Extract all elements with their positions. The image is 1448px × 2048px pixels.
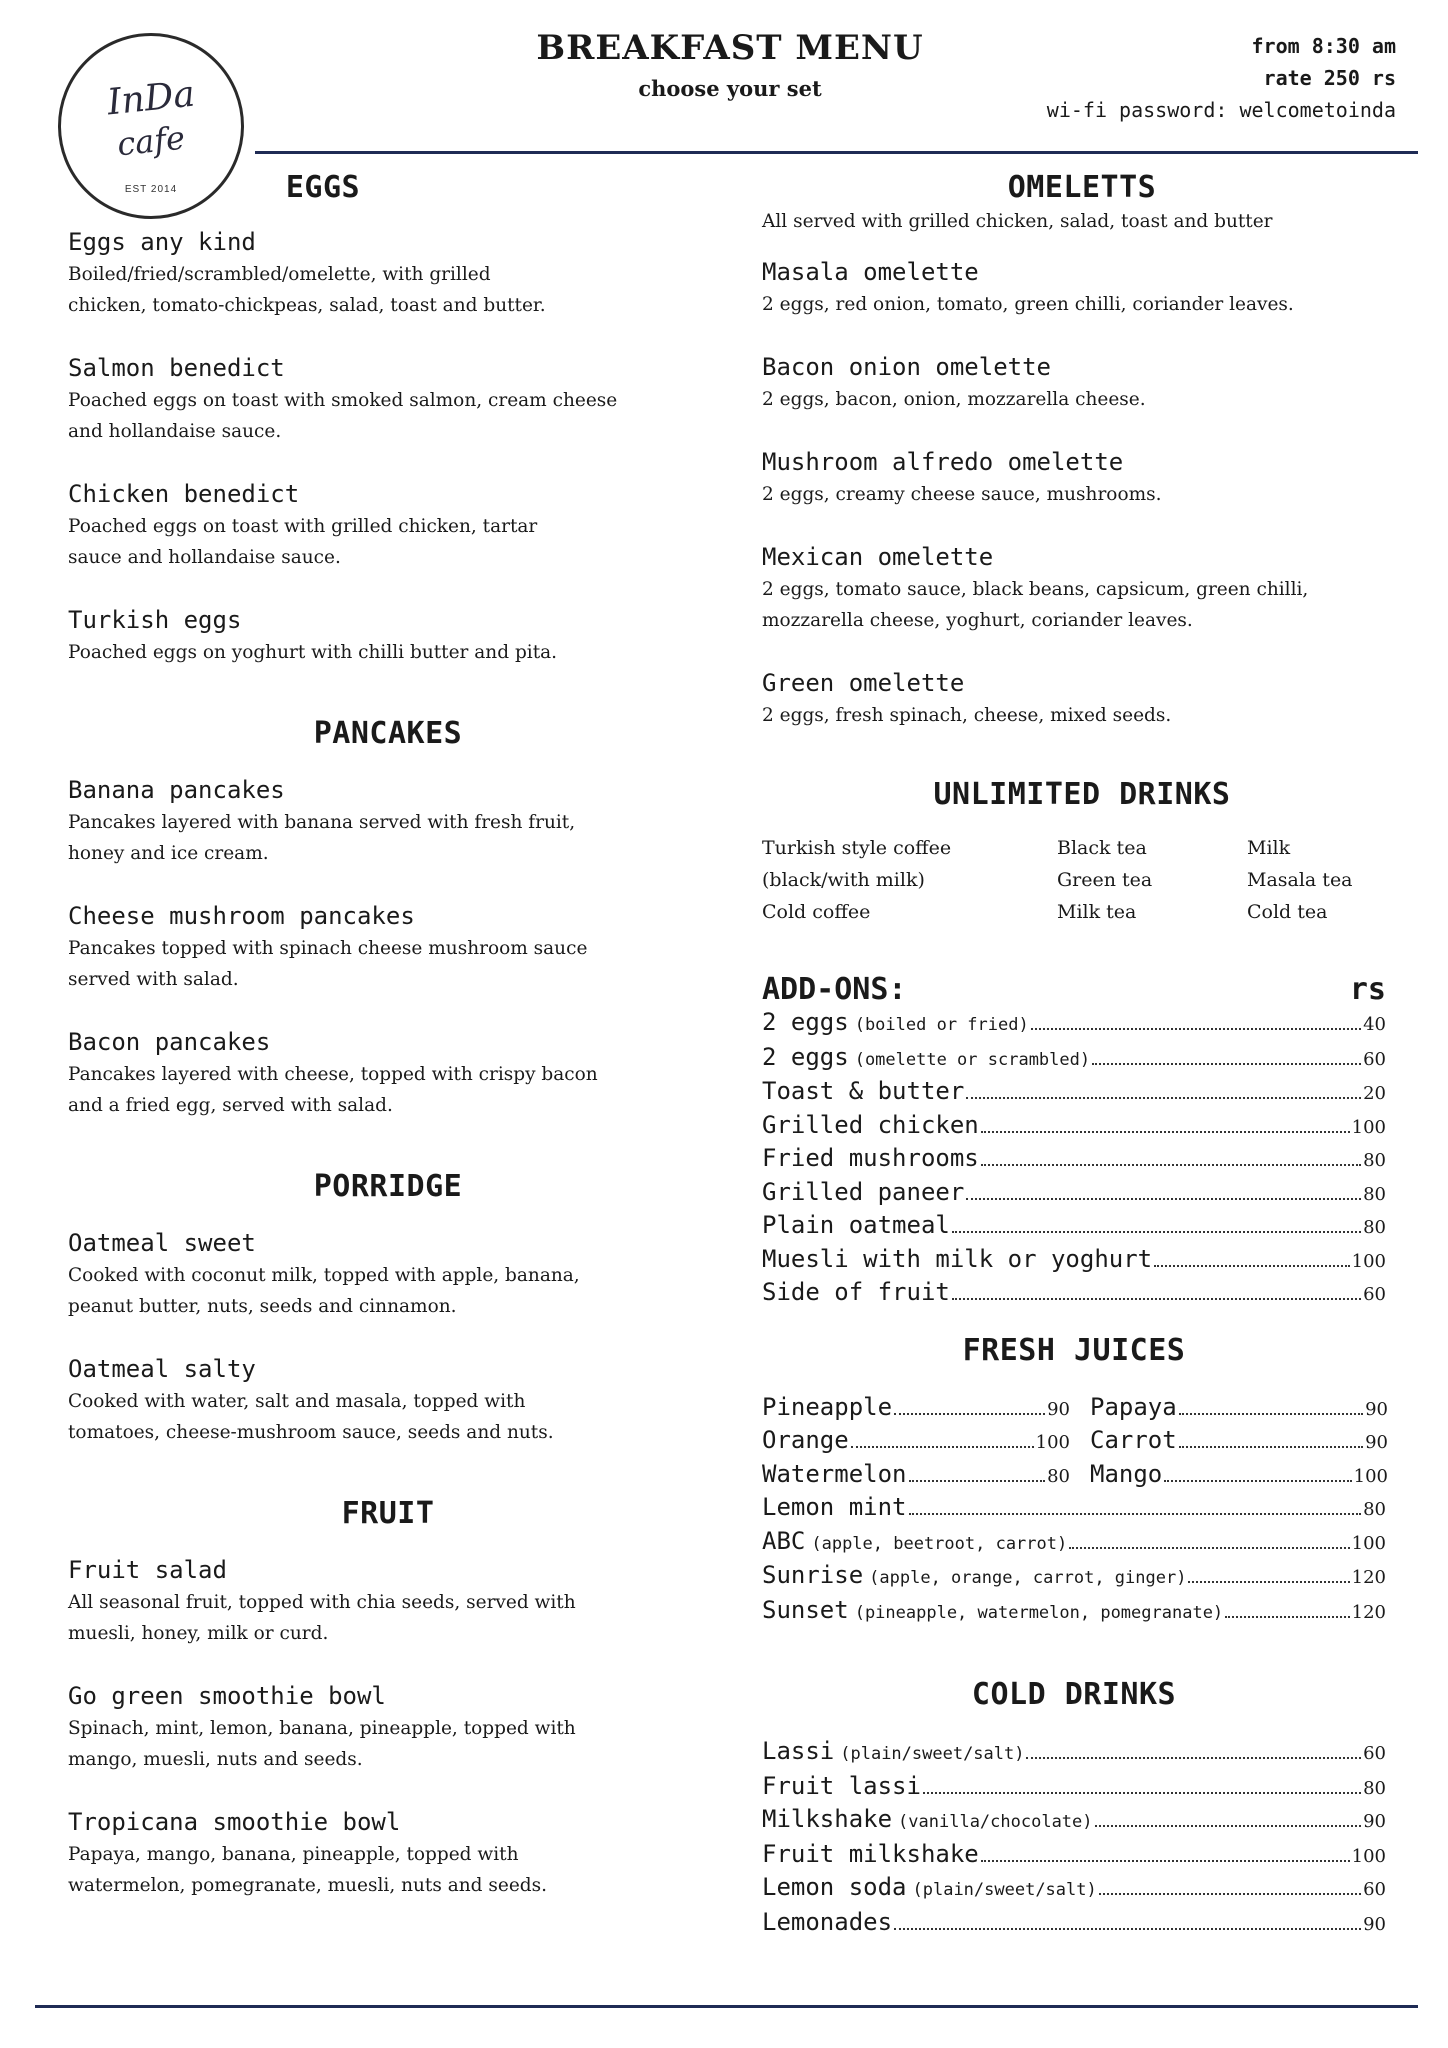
leader-dots — [1154, 1265, 1350, 1267]
item-price: 80 — [1363, 1150, 1386, 1171]
leader-dots — [894, 1413, 1045, 1415]
item-price: 80 — [1363, 1499, 1386, 1520]
item-price: 90 — [1047, 1398, 1070, 1420]
item-name: Turkish eggs — [68, 606, 242, 634]
item-name: Tropicana smoothie bowl — [68, 1808, 401, 1836]
item-price: 90 — [1363, 1913, 1386, 1935]
section-title: PANCAKES — [313, 716, 463, 751]
price-row — [762, 1277, 1386, 1311]
drink-item: Masala tea — [1247, 869, 1353, 891]
price-row — [762, 1425, 1070, 1459]
price-row — [1090, 1392, 1388, 1426]
leader-dots — [981, 1860, 1350, 1862]
leader-dots — [1099, 1893, 1361, 1895]
item-desc: mozzarella cheese, yoghurt, coriander leaves. — [762, 610, 1193, 631]
item-note: (plain/sweet/salt) — [912, 1880, 1097, 1900]
item-price: 90 — [1365, 1432, 1388, 1453]
item-price: 60 — [1363, 1879, 1386, 1900]
drinks-grid — [762, 832, 1402, 928]
item-name: Side of fruit — [762, 1278, 950, 1306]
item-desc: 2 eggs, bacon, onion, mozzarella cheese. — [762, 389, 1146, 410]
leader-dots — [981, 1164, 1361, 1166]
item-name: Cheese mushroom pancakes — [68, 902, 415, 930]
section-unlimited-drinks — [762, 777, 1402, 928]
item-price: 20 — [1363, 1083, 1386, 1104]
opening-time: from 8:30 am — [1251, 34, 1396, 58]
menu-item — [762, 350, 1402, 415]
price-row — [762, 1907, 1386, 1941]
menu-item — [762, 445, 1402, 510]
item-price: 90 — [1363, 1811, 1386, 1832]
section-title: FRUIT — [341, 1496, 435, 1531]
item-desc: peanut butter, nuts, seeds and cinnamon. — [68, 1296, 457, 1317]
menu-title: BREAKFAST MENU — [536, 28, 924, 68]
price-row — [762, 1143, 1386, 1177]
section-eggs — [68, 170, 708, 668]
menu-item — [68, 1226, 708, 1322]
leader-dots — [1031, 1028, 1361, 1030]
drink-item: Turkish style coffee — [762, 837, 952, 859]
leader-dots — [981, 1131, 1350, 1133]
leader-dots — [1179, 1446, 1363, 1448]
menu-item — [68, 1352, 708, 1448]
logo-est: EST 2014 — [124, 184, 178, 195]
section-title: ADD-ONS: — [762, 972, 907, 1007]
price-row — [762, 1526, 1386, 1561]
drink-item: Cold tea — [1247, 901, 1328, 923]
menu-subtitle: choose your set — [638, 76, 822, 101]
section-title: OMELETTS — [1007, 170, 1157, 205]
item-price: 120 — [1351, 1601, 1386, 1623]
item-desc: 2 eggs, red onion, tomato, green chilli, coriander leaves. — [762, 294, 1294, 315]
item-desc: Pancakes layered with cheese, topped with crispy bacon — [68, 1064, 598, 1085]
item-price: 90 — [1365, 1398, 1388, 1420]
leader-dots — [894, 1928, 1361, 1930]
item-desc: Pancakes topped with spinach cheese mushroom sauce — [68, 938, 588, 959]
item-name: Lemonades — [762, 1907, 893, 1936]
item-name: Grilled paneer — [762, 1177, 965, 1206]
leader-dots — [909, 1480, 1046, 1482]
item-desc: honey and ice cream. — [68, 843, 269, 864]
price-row — [762, 1244, 1386, 1278]
drink-item: (black/with milk) — [762, 869, 925, 891]
price-row — [762, 1042, 1386, 1077]
item-desc: All seasonal fruit, topped with chia seeds, served with — [68, 1592, 576, 1613]
drink-item: Milk — [1247, 837, 1291, 859]
menu-item — [762, 540, 1402, 636]
item-name: Grilled chicken — [762, 1110, 979, 1139]
item-name: Watermelon — [762, 1459, 907, 1488]
item-price: 80 — [1047, 1465, 1070, 1487]
menu-item — [68, 1805, 708, 1901]
leader-dots — [1164, 1480, 1351, 1482]
section-fresh-juices — [762, 1333, 1386, 1630]
item-desc: Papaya, mango, banana, pineapple, topped with — [68, 1844, 519, 1865]
section-title: UNLIMITED DRINKS — [933, 777, 1231, 812]
item-name: Orange — [762, 1426, 849, 1454]
price-row — [762, 1076, 1386, 1110]
header-divider — [255, 151, 1418, 154]
section-note: All served with grilled chicken, salad, toast and butter — [762, 211, 1273, 232]
section-title: PORRIDGE — [313, 1169, 463, 1204]
item-name: Banana pancakes — [68, 776, 285, 804]
menu-item — [68, 899, 708, 995]
item-name: Carrot — [1090, 1426, 1177, 1454]
leader-dots — [1179, 1413, 1363, 1415]
price-row — [762, 1736, 1386, 1771]
item-name: Toast & butter — [762, 1077, 965, 1105]
item-name: Sunset — [762, 1595, 849, 1624]
menu-item — [68, 1679, 708, 1775]
item-name: Lassi — [762, 1737, 835, 1765]
price-row — [762, 1177, 1386, 1211]
item-desc: 2 eggs, tomato sauce, black beans, capsicum, green chilli, — [762, 579, 1309, 600]
wifi-password: wi-fi password: welcometoinda — [1046, 98, 1396, 122]
logo-text-inda: InDa — [105, 73, 197, 124]
item-name: 2 eggs — [762, 1042, 849, 1071]
item-desc: 2 eggs, fresh spinach, cheese, mixed seeds. — [762, 705, 1172, 726]
section-pancakes — [68, 716, 708, 1121]
section-title: COLD DRINKS — [971, 1677, 1177, 1712]
item-name: Sunrise — [762, 1561, 864, 1589]
item-note: (apple, beetroot, carrot) — [811, 1533, 1068, 1554]
menu-item — [68, 1025, 708, 1121]
item-name: Mexican omelette — [762, 543, 994, 571]
logo-text-cafe: cafe — [115, 118, 187, 164]
leader-dots — [966, 1198, 1361, 1200]
item-note: (vanilla/chocolate) — [898, 1812, 1093, 1832]
leader-dots — [1026, 1757, 1361, 1759]
price-row — [762, 1392, 1070, 1426]
price-row — [762, 1110, 1386, 1144]
item-price: 80 — [1363, 1183, 1386, 1205]
item-desc: and hollandaise sauce. — [68, 421, 282, 442]
right-column — [762, 170, 1402, 1940]
price-row — [762, 1872, 1386, 1907]
item-desc: and a fried egg, served with salad. — [68, 1095, 393, 1116]
item-price: 60 — [1363, 1743, 1386, 1764]
item-name: Lemon soda — [762, 1873, 907, 1901]
item-name: Milkshake — [762, 1805, 893, 1833]
item-name: Masala omelette — [762, 258, 979, 286]
section-porridge — [68, 1169, 708, 1448]
menu-item — [68, 225, 708, 321]
section-omeletts — [762, 170, 1402, 731]
item-name: Oatmeal salty — [68, 1355, 256, 1383]
footer-divider — [35, 2005, 1418, 2008]
item-price: 100 — [1035, 1432, 1070, 1453]
item-desc: tomatoes, cheese-mushroom sauce, seeds and nuts. — [68, 1422, 554, 1443]
item-desc: watermelon, pomegranate, muesli, nuts and seeds. — [68, 1875, 547, 1896]
leader-dots — [952, 1231, 1361, 1233]
item-desc: 2 eggs, creamy cheese sauce, mushrooms. — [762, 484, 1162, 505]
item-note: (omelette or scrambled) — [854, 1049, 1091, 1070]
item-price: 120 — [1351, 1567, 1386, 1588]
item-desc: Poached eggs on yoghurt with chilli butter and pita. — [68, 642, 558, 663]
set-rate: rate 250 rs — [1263, 66, 1396, 90]
leader-dots — [1188, 1581, 1349, 1583]
item-name: Fruit milkshake — [762, 1839, 979, 1868]
menu-item — [68, 603, 708, 668]
item-price: 100 — [1353, 1465, 1388, 1487]
item-name: Go green smoothie bowl — [68, 1682, 386, 1710]
item-note: (pineapple, watermelon, pomegranate) — [854, 1602, 1224, 1623]
price-row — [762, 1771, 1386, 1805]
leader-dots — [923, 1792, 1361, 1794]
item-price: 60 — [1363, 1048, 1386, 1070]
item-name: Oatmeal sweet — [68, 1229, 256, 1257]
item-desc: Cooked with coconut milk, topped with apple, banana, — [68, 1265, 580, 1286]
item-name: Mushroom alfredo omelette — [762, 448, 1124, 476]
item-name: Lemon mint — [762, 1493, 907, 1521]
price-row — [762, 1492, 1386, 1526]
price-row — [762, 1007, 1386, 1042]
price-row — [762, 1839, 1386, 1873]
price-row — [1090, 1425, 1388, 1459]
leader-dots — [966, 1097, 1361, 1099]
section-title: FRESH JUICES — [962, 1332, 1186, 1368]
item-name: Bacon pancakes — [68, 1028, 271, 1056]
drink-item: Cold coffee — [762, 901, 871, 923]
menu-item — [68, 477, 708, 573]
item-desc: Boiled/fried/scrambled/omelette, with grilled — [68, 264, 491, 285]
item-note: (plain/sweet/salt) — [840, 1744, 1025, 1764]
currency-label: rs — [1349, 972, 1386, 1007]
drink-item: Black tea — [1057, 837, 1147, 859]
item-name: Eggs any kind — [68, 228, 256, 256]
item-price: 40 — [1363, 1014, 1386, 1035]
section-fruit — [68, 1496, 708, 1901]
item-note: (boiled or fried) — [854, 1015, 1029, 1035]
item-name: 2 eggs — [762, 1008, 849, 1036]
item-name: Chicken benedict — [68, 480, 300, 508]
menu-item — [762, 666, 1402, 731]
drink-item: Milk tea — [1057, 901, 1137, 923]
item-name: Bacon onion omelette — [762, 353, 1051, 381]
item-price: 100 — [1351, 1116, 1386, 1138]
price-row — [762, 1595, 1386, 1630]
drink-item: Green tea — [1057, 869, 1153, 891]
item-price: 80 — [1363, 1777, 1386, 1799]
item-desc: served with salad. — [68, 969, 239, 990]
price-row — [762, 1804, 1386, 1839]
leader-dots — [952, 1298, 1361, 1300]
item-price: 100 — [1351, 1250, 1386, 1272]
addons-header — [762, 972, 1386, 1007]
section-cold-drinks — [762, 1677, 1386, 1940]
leader-dots — [1092, 1063, 1361, 1065]
item-desc: Poached eggs on toast with grilled chicken, tartar — [68, 516, 538, 537]
item-desc: Cooked with water, salt and masala, topped with — [68, 1391, 526, 1412]
menu-item — [68, 773, 708, 869]
item-name: Green omelette — [762, 669, 965, 697]
item-desc: mango, muesli, nuts and seeds. — [68, 1749, 363, 1770]
item-desc: Pancakes layered with banana served with fresh fruit, — [68, 812, 576, 833]
item-desc: Poached eggs on toast with smoked salmon, cream cheese — [68, 390, 618, 411]
price-row — [1090, 1459, 1388, 1493]
price-row — [762, 1210, 1386, 1244]
header-info — [1047, 30, 1396, 126]
leader-dots — [1095, 1825, 1362, 1827]
section-addons — [762, 972, 1386, 1311]
item-name: Fruit salad — [68, 1556, 227, 1584]
item-name: Pineapple — [762, 1392, 893, 1421]
menu-item — [762, 255, 1402, 320]
leader-dots — [851, 1446, 1034, 1448]
leader-dots — [1225, 1616, 1349, 1618]
item-price: 100 — [1351, 1845, 1386, 1867]
item-name: Muesli with milk or yoghurt — [762, 1244, 1153, 1273]
price-row — [762, 1459, 1070, 1493]
price-row — [762, 1560, 1386, 1595]
item-name: Fried mushrooms — [762, 1144, 979, 1172]
item-price: 100 — [1351, 1532, 1386, 1554]
leader-dots — [1069, 1547, 1349, 1549]
item-desc: sauce and hollandaise sauce. — [68, 547, 341, 568]
item-name: Salmon benedict — [68, 354, 285, 382]
item-name: Plain oatmeal — [762, 1211, 950, 1239]
item-name: Papaya — [1090, 1392, 1177, 1421]
left-column — [68, 170, 708, 1901]
item-name: ABC — [762, 1526, 806, 1555]
menu-item — [68, 351, 708, 447]
item-name: Fruit lassi — [762, 1771, 921, 1800]
menu-item — [68, 1553, 708, 1649]
item-name: Mango — [1090, 1459, 1163, 1488]
leader-dots — [909, 1513, 1362, 1515]
section-title: EGGS — [285, 170, 361, 205]
juice-pairs — [762, 1392, 1386, 1493]
item-desc: Spinach, mint, lemon, banana, pineapple, topped with — [68, 1718, 576, 1739]
item-desc: chicken, tomato-chickpeas, salad, toast and butter. — [68, 295, 546, 316]
item-desc: muesli, honey, milk or curd. — [68, 1623, 329, 1644]
item-price: 60 — [1363, 1284, 1386, 1305]
item-note: (apple, orange, carrot, ginger) — [869, 1568, 1187, 1588]
item-price: 80 — [1363, 1217, 1386, 1238]
